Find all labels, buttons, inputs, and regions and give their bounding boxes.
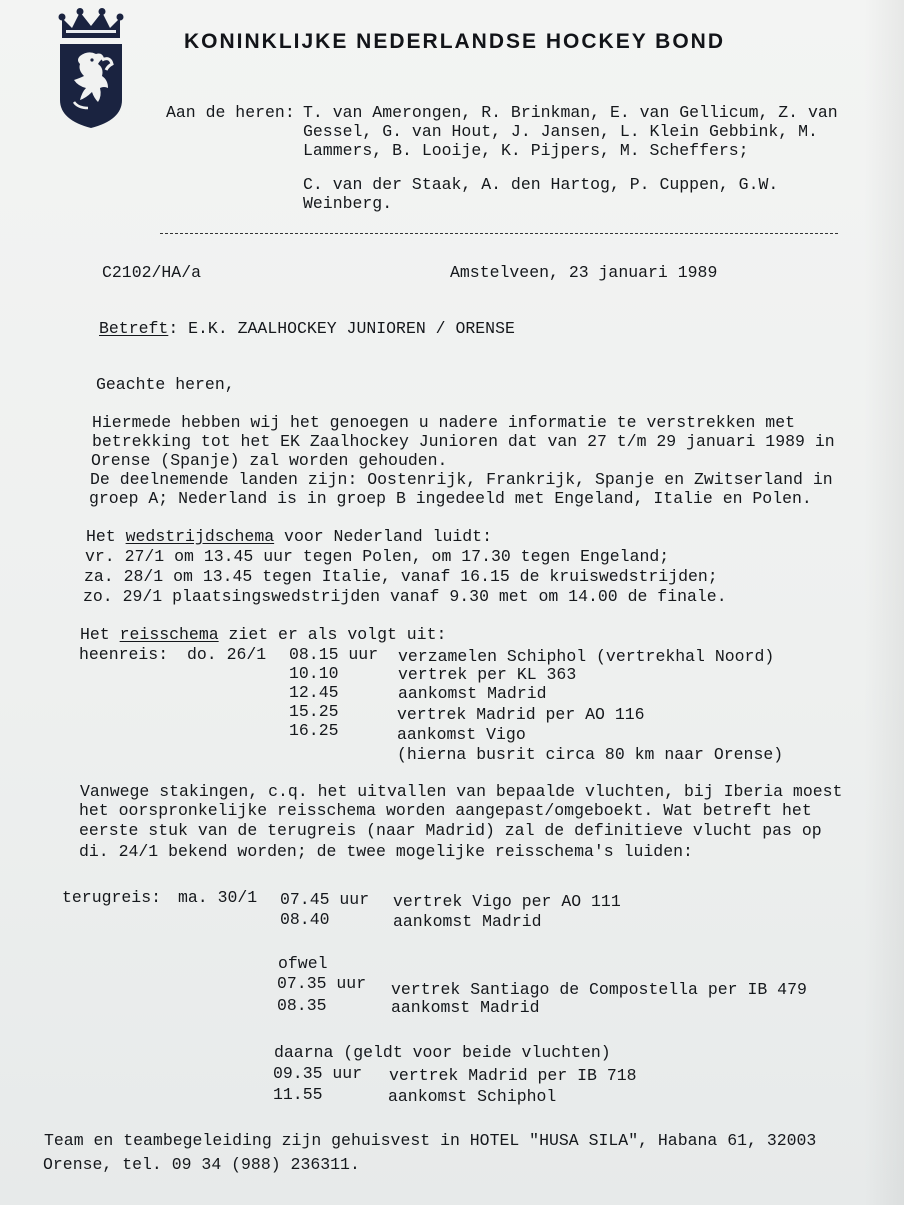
outbound-event: vertrek per KL 363 bbox=[398, 665, 577, 684]
after-label: daarna (geldt voor beide vluchten) bbox=[274, 1043, 611, 1062]
notice-line: eerste stuk van de terugreis (naar Madrid) zal de definitieve vlucht pas op bbox=[79, 821, 822, 840]
outbound-label: heenreis: bbox=[79, 645, 169, 664]
addressees-line: Gessel, G. van Hout, J. Jansen, L. Klein Gebbink, M. bbox=[303, 122, 818, 141]
outbound-time: 10.10 bbox=[289, 664, 339, 683]
subject-label: Betreft bbox=[99, 319, 169, 338]
addressees-line: T. van Amerongen, R. Brinkman, E. van Gellicum, Z. van bbox=[303, 103, 838, 122]
closing-line: Team en teambegeleiding zijn gehuisvest in HOTEL "HUSA SILA", Habana 61, 32003 bbox=[44, 1131, 817, 1150]
notice-line: di. 24/1 bekend worden; de twee mogelijke reisschema's luiden: bbox=[79, 842, 693, 861]
return-time: 08.40 bbox=[280, 910, 330, 929]
addressees-line: Weinberg. bbox=[303, 194, 393, 213]
return-time: 08.35 bbox=[277, 996, 327, 1015]
closing-line: Orense, tel. 09 34 (988) 236311. bbox=[43, 1155, 360, 1174]
knhb-lion-crest-icon bbox=[58, 8, 124, 130]
return-time: 11.55 bbox=[273, 1085, 323, 1104]
travel-keyword: reisschema bbox=[119, 625, 219, 644]
outbound-event: aankomst Madrid bbox=[398, 684, 547, 703]
intro-line: De deelnemende landen zijn: Oostenrijk, Frankrijk, Spanje en Zwitserland in bbox=[90, 470, 833, 489]
return-label: terugreis: bbox=[62, 888, 162, 907]
intro-line: groep A; Nederland is in groep B ingedeeld met Engeland, Italie en Polen. bbox=[89, 489, 812, 508]
return-time: 07.35 uur bbox=[277, 974, 367, 993]
outbound-time: 12.45 bbox=[289, 683, 339, 702]
organization-name: KONINKLIJKE NEDERLANDSE HOCKEY BOND bbox=[184, 30, 725, 53]
return-event: aankomst Schiphol bbox=[388, 1087, 557, 1106]
schedule-heading: Het wedstrijdschema voor Nederland luidt: bbox=[86, 527, 492, 546]
intro-line: Hiermede hebben wij het genoegen u nadere informatie te verstrekken met bbox=[92, 413, 796, 432]
addressees-line: Lammers, B. Looije, K. Pijpers, M. Scheffers; bbox=[303, 141, 749, 160]
return-event: aankomst Madrid bbox=[391, 998, 540, 1017]
reference-code: C2102/HA/a bbox=[102, 263, 202, 282]
dashed-separator bbox=[160, 233, 838, 234]
return-time: 09.35 uur bbox=[273, 1064, 363, 1083]
place-date: Amstelveen, 23 januari 1989 bbox=[450, 263, 718, 282]
salutation: Geachte heren, bbox=[96, 375, 235, 394]
outbound-event: verzamelen Schiphol (vertrekhal Noord) bbox=[398, 647, 775, 666]
outbound-event: (hierna busrit circa 80 km naar Orense) bbox=[397, 745, 784, 764]
outbound-time: 08.15 uur bbox=[289, 645, 379, 664]
schedule-line: za. 28/1 om 13.45 tegen Italie, vanaf 16.15 de kruiswedstrijden; bbox=[84, 567, 718, 586]
outbound-time: 16.25 bbox=[289, 721, 339, 740]
return-day: ma. 30/1 bbox=[178, 888, 258, 907]
return-event: vertrek Vigo per AO 111 bbox=[393, 892, 621, 911]
outbound-event: vertrek Madrid per AO 116 bbox=[397, 705, 645, 724]
subject-text: : E.K. ZAALHOCKEY JUNIOREN / ORENSE bbox=[168, 319, 515, 338]
intro-line: Orense (Spanje) zal worden gehouden. bbox=[91, 451, 448, 470]
addressees-label: Aan de heren: bbox=[166, 103, 295, 122]
return-event: vertrek Santiago de Compostella per IB 479 bbox=[391, 980, 807, 999]
schedule-keyword: wedstrijdschema bbox=[125, 527, 275, 546]
notice-line: Vanwege stakingen, c.q. het uitvallen van bepaalde vluchten, bij Iberia moest bbox=[80, 782, 843, 801]
outbound-event: aankomst Vigo bbox=[397, 725, 526, 744]
notice-line: het oorspronkelijke reisschema worden aangepast/omgeboekt. Wat betreft het bbox=[79, 801, 812, 820]
addressees-line: C. van der Staak, A. den Hartog, P. Cuppen, G.W. bbox=[303, 175, 779, 194]
outbound-time: 15.25 bbox=[289, 702, 339, 721]
outbound-day: do. 26/1 bbox=[187, 645, 267, 664]
return-event: vertrek Madrid per IB 718 bbox=[389, 1066, 637, 1085]
or-label: ofwel bbox=[278, 954, 328, 973]
return-time: 07.45 uur bbox=[280, 890, 370, 909]
schedule-line: zo. 29/1 plaatsingswedstrijden vanaf 9.30 met om 14.00 de finale. bbox=[83, 587, 727, 606]
schedule-line: vr. 27/1 om 13.45 uur tegen Polen, om 17.30 tegen Engeland; bbox=[85, 547, 670, 566]
intro-line: betrekking tot het EK Zaalhockey Junioren dat van 27 t/m 29 januari 1989 in bbox=[92, 432, 835, 451]
return-event: aankomst Madrid bbox=[393, 912, 542, 931]
subject-line bbox=[99, 319, 515, 338]
travel-heading: Het reisschema ziet er als volgt uit: bbox=[80, 625, 447, 644]
